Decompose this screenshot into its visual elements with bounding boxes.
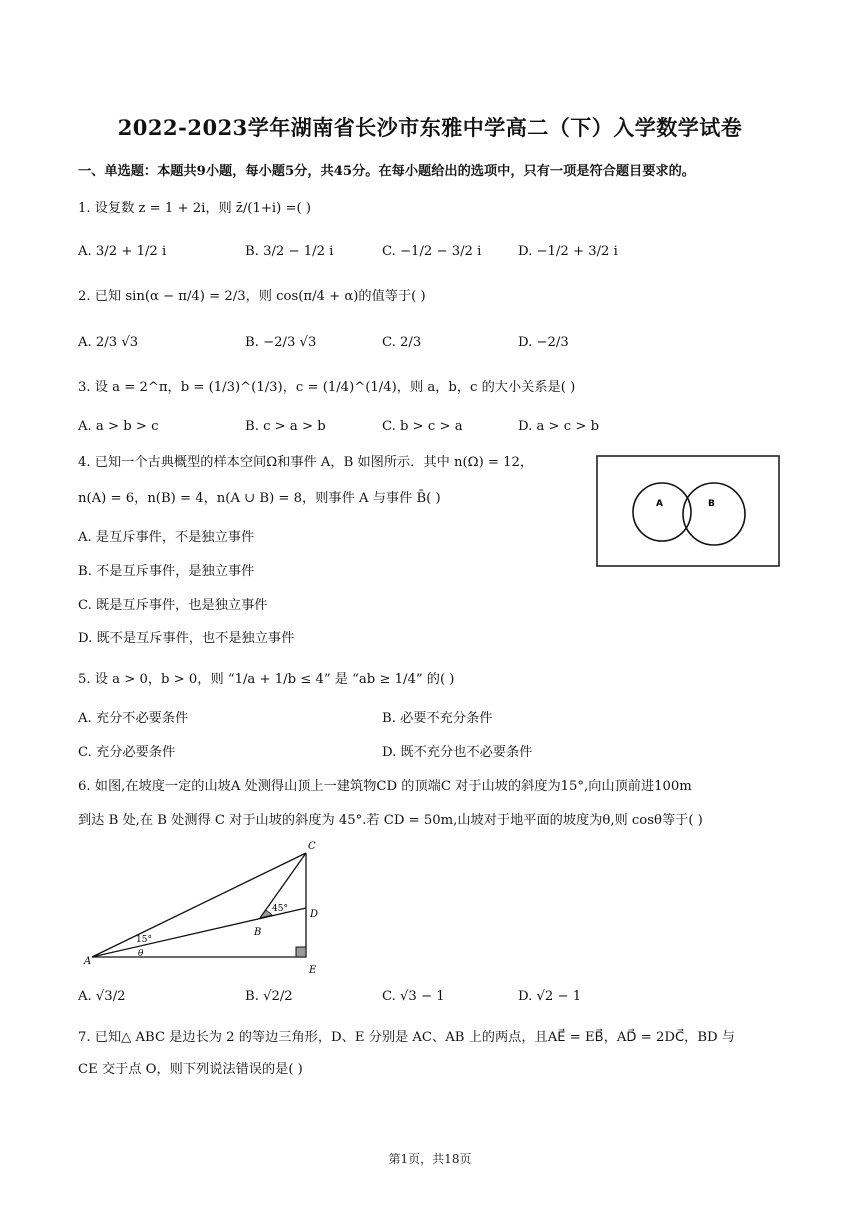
question-4-stem-line-1: 4. 已知一个古典概型的样本空间Ω和事件 A，B 如图所示．其中 n(Ω) = 12， — [78, 455, 534, 470]
question-4-option-b: B. 不是互斥事件，是独立事件 — [78, 564, 255, 579]
label-d: D — [310, 909, 319, 920]
question-6-stem-line-1: 6. 如图,在坡度一定的山坡A 处测得山顶上一建筑物CD 的顶端C 对于山坡的斜度为15°,向山顶前进100m — [78, 779, 692, 794]
question-2-option-b: B. −2/3 √3 — [245, 335, 317, 350]
question-1-option-b: B. 3/2 − 1/2 i — [245, 244, 334, 259]
question-3-option-c: C. b > c > a — [382, 419, 463, 434]
label-c: C — [308, 841, 316, 852]
question-5-stem: 5. 设 a > 0，b > 0，则 “1/a + 1/b ≤ 4” 是 “ab ≥ 1/4” 的( ) — [78, 672, 455, 687]
question-4-option-c: C. 既是互斥事件，也是独立事件 — [78, 598, 268, 613]
page-footer: 第1页，共18页 — [388, 1152, 472, 1166]
question-6-option-c: C. √3 − 1 — [382, 989, 445, 1004]
question-3-option-a: A. a > b > c — [78, 419, 159, 434]
section-heading: 一、单选题：本题共9小题，每小题5分，共45分。在每小题给出的选项中，只有一项是符合题目要求的。 — [78, 164, 695, 179]
question-2-option-a: A. 2/3 √3 — [78, 335, 139, 350]
label-b: B — [254, 927, 262, 938]
question-1-option-c: C. −1/2 − 3/2 i — [382, 244, 482, 259]
question-2-option-c: C. 2/3 — [382, 335, 422, 350]
question-1-option-d: D. −1/2 + 3/2 i — [518, 244, 618, 259]
label-angle-15: 15° — [136, 935, 152, 945]
page-title: 2022-2023学年湖南省长沙市东雅中学高二（下）入学数学试卷 — [117, 115, 743, 140]
question-7-stem-line-2: CE 交于点 O，则下列说法错误的是( ) — [78, 1062, 303, 1077]
label-a: A — [84, 956, 92, 967]
label-angle-45: 45° — [272, 904, 288, 914]
venn-label-b: B — [708, 499, 715, 509]
right-angle-marker — [296, 947, 306, 957]
question-1-stem: 1. 设复数 z = 1 + 2i，则 z̄/(1+i) =( ) — [78, 201, 311, 216]
venn-diagram — [596, 455, 780, 567]
question-5-option-c: C. 充分必要条件 — [78, 745, 176, 760]
question-6-option-a: A. √3/2 — [78, 989, 126, 1004]
question-4-option-d: D. 既不是互斥事件，也不是独立事件 — [78, 631, 295, 646]
question-6-stem-line-2: 到达 B 处,在 B 处测得 C 对于山坡的斜度为 45°.若 CD = 50m,山坡对于地平面的坡度为θ,则 cosθ等于( ) — [78, 813, 703, 828]
question-3-option-d: D. a > c > b — [518, 419, 600, 434]
question-6-option-b: B. √2/2 — [245, 989, 293, 1004]
question-6-option-d: D. √2 − 1 — [518, 989, 582, 1004]
sample-space-rect — [597, 456, 779, 566]
question-4-stem-line-2: n(A) = 6，n(B) = 4，n(A ∪ B) = 8，则事件 A 与事件 B̄( ) — [78, 491, 441, 506]
question-4-option-a: A. 是互斥事件，不是独立事件 — [78, 530, 255, 545]
question-5-option-a: A. 充分不必要条件 — [78, 711, 189, 726]
slope-line-ad — [92, 908, 306, 957]
venn-label-a: A — [656, 499, 663, 509]
label-e: E — [309, 965, 317, 975]
slope-diagram — [78, 835, 328, 975]
question-2-option-d: D. −2/3 — [518, 335, 569, 350]
question-3-stem: 3. 设 a = 2^π，b = (1/3)^(1/3)，c = (1/4)^(1/4)，则 a，b，c 的大小关系是( ) — [78, 380, 576, 395]
question-7-stem-line-1: 7. 已知△ ABC 是边长为 2 的等边三角形，D、E 分别是 AC、AB 上的两点，且AE⃗ = EB⃗，AD⃗ = 2DC⃗，BD 与 — [78, 1030, 735, 1045]
venn-circle-b — [683, 483, 745, 545]
question-2-stem: 2. 已知 sin(α − π/4) = 2/3，则 cos(π/4 + α)的值等于( ) — [78, 289, 426, 304]
label-theta: θ — [138, 949, 144, 959]
question-3-option-b: B. c > a > b — [245, 419, 326, 434]
question-5-option-b: B. 必要不充分条件 — [382, 711, 493, 726]
question-5-option-d: D. 既不充分也不必要条件 — [382, 745, 533, 760]
question-1-option-a: A. 3/2 + 1/2 i — [78, 244, 167, 259]
